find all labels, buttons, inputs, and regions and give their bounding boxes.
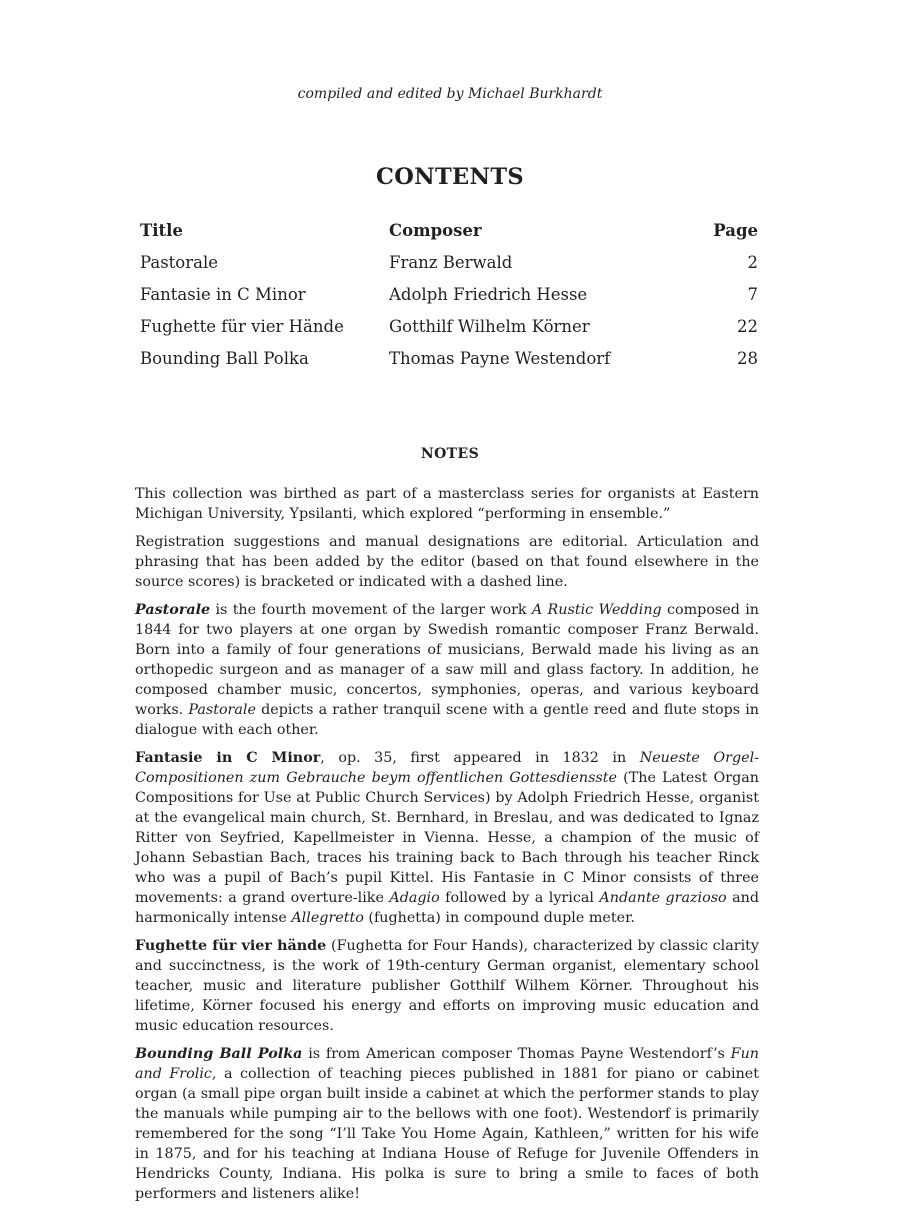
contents-header-row — [140, 219, 758, 251]
notes-paragraph-editorial: Registration suggestions and manual designations are editorial. Articulation and phrasing that has been added by the editor (based on that found elsewhere in the source scores) is bracketed or indicated with a dashed line. — [135, 534, 759, 590]
title-column-header: Title — [140, 221, 183, 240]
composer-column-header: Composer — [389, 221, 482, 240]
work-title: Neueste Orgel-Compositionen zum Gebrauche beym offentlichen Gottesdiensste — [135, 750, 759, 786]
paragraph-text: (Fughetta for Four Hands), characterized by classic clarity and succinctness, is the work of 19th-century German organist, elementary school teacher, music and literature publisher Gotthilf Wilhem Körner. Throughout his lifetime, Körner focused his energy and efforts on improving music education and music education resources. — [135, 938, 760, 1034]
piece-page: 2 — [747, 253, 758, 272]
paragraph-text: is from American composer Thomas Payne Westendorf’s — [302, 1046, 731, 1062]
paragraph-text: , op. 35, first appeared in 1832 in — [320, 750, 640, 766]
paragraph-text: (fughetta) in compound duple meter. — [363, 910, 635, 926]
contents-row — [140, 347, 758, 379]
paragraph-text: composed in 1844 for two players at one organ by Swedish romantic composer Franz Berwald. Born into a family of four generations of musicians, Berwald made his living as an orthopedic surgeon and as manager of a saw mill and glass factory. In addition, he composed chamber music, concertos, symphonies, operas, and various keyboard works. — [135, 602, 759, 718]
piece-name: Pastorale — [188, 702, 256, 718]
work-title: A Rustic Wedding — [531, 602, 662, 618]
piece-name: Bounding Ball Polka — [135, 1046, 303, 1062]
contents-heading: CONTENTS — [376, 164, 524, 190]
notes-heading: NOTES — [420, 446, 480, 462]
paragraph-text: and harmonically intense — [135, 890, 759, 926]
contents-row — [140, 283, 758, 315]
piece-name: Fantasie in C Minor — [135, 750, 321, 766]
piece-name: Pastorale — [135, 602, 211, 618]
piece-composer: Adolph Friedrich Hesse — [389, 285, 588, 304]
piece-page: 28 — [737, 349, 758, 368]
paragraph-text: depicts a rather tranquil scene with a gentle reed and flute stops in dialogue with each other. — [135, 702, 759, 738]
contents-table — [140, 219, 758, 379]
contents-row — [140, 251, 758, 283]
piece-title: Fughette für vier Hände — [140, 317, 344, 336]
paragraph-text: , a collection of teaching pieces published in 1881 for piano or cabinet organ (a small pipe organ built inside a cabinet at which the performer stands to play the manuals while pumping air to the bellows with one foot). Westendorf is primarily remembered for the song “I’ll Take You Home Again, Kathleen,” written for his wife in 1875, and for his teaching at Indiana House of Refuge for Juvenile Offenders in Hendricks County, Indiana. His polka is sure to bring a smile to faces of both performers and listeners alike! — [135, 1066, 759, 1202]
paragraph-text: (The Latest Organ Compositions for Use at Public Church Services) by Adolph Friedrich Hesse, organist at the evangelical main church, St. Bernhard, in Breslau, and was dedicated to Ignaz Ritter von Seyfried, Kapellmeister in Vienna. Hesse, a champion of the music of Johann Sebastian Bach, traces his training back to Bach through his teacher Rinck who was a pupil of Bach’s pupil Kittel. His Fantasie in C Minor consists of three movements: a grand overture-like — [135, 770, 759, 906]
movement-name: Adagio — [389, 890, 440, 906]
piece-title: Fantasie in C Minor — [140, 285, 306, 304]
notes-paragraph-polka — [135, 1044, 759, 1204]
credit-line: compiled and edited by Michael Burkhardt — [297, 86, 603, 102]
notes-paragraph-intro: This collection was birthed as part of a masterclass series for organists at Eastern Michigan University, Ypsilanti, which explored “performing in ensemble.” — [135, 486, 759, 522]
piece-composer: Franz Berwald — [389, 253, 513, 272]
notes-paragraph-fantasie — [135, 748, 759, 928]
notes-paragraph-fughette — [135, 936, 759, 1036]
piece-title: Pastorale — [140, 253, 218, 272]
page-column-header: Page — [713, 221, 758, 240]
notes-paragraph-pastorale — [135, 600, 759, 740]
movement-name: Andante grazioso — [599, 890, 727, 906]
contents-row — [140, 315, 758, 347]
piece-composer: Thomas Payne Westendorf — [389, 349, 611, 368]
piece-composer: Gotthilf Wilhelm Körner — [389, 317, 590, 336]
movement-name: Allegretto — [291, 910, 364, 926]
paragraph-text: followed by a lyrical — [439, 890, 600, 906]
piece-name: Fughette für vier hände — [135, 938, 327, 954]
piece-page: 7 — [747, 285, 758, 304]
notes-body — [135, 484, 759, 1212]
paragraph-text: is the fourth movement of the larger work — [210, 602, 532, 618]
piece-page: 22 — [737, 317, 758, 336]
work-title: Fun and Frolic — [135, 1046, 759, 1082]
piece-title: Bounding Ball Polka — [140, 349, 309, 368]
